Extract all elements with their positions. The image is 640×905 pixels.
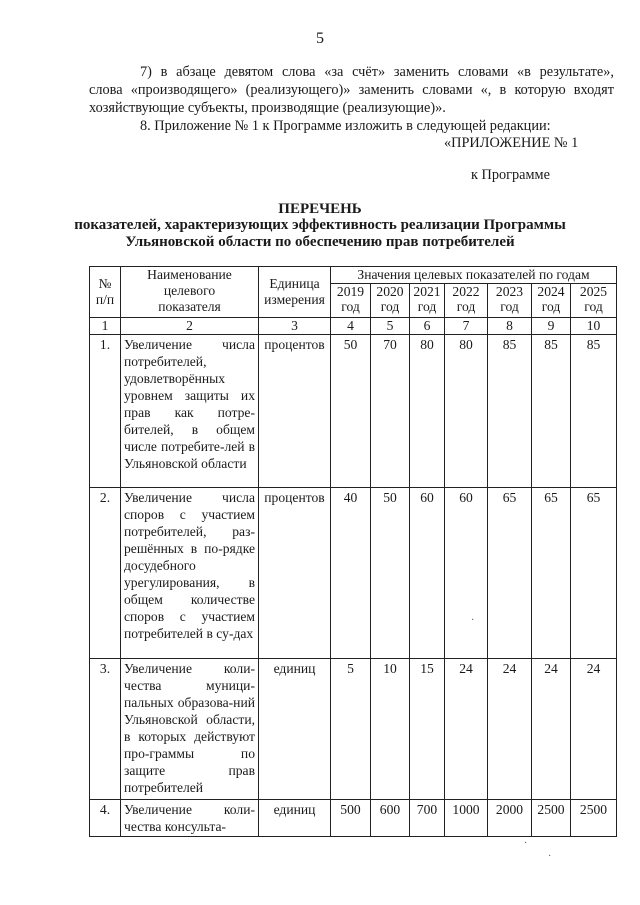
value-cell: 10 <box>371 659 410 800</box>
value-cell: 2500 <box>532 800 571 837</box>
value-cell: 24 <box>445 659 488 800</box>
unit-cell: единиц <box>259 659 331 800</box>
header-name: Наименование целевого показателя <box>121 267 259 318</box>
column-number: 6 <box>410 318 445 335</box>
scan-speck: · <box>548 851 552 862</box>
column-number: 5 <box>371 318 410 335</box>
table-row <box>90 488 617 659</box>
header-year-2019: 2019 год <box>331 284 371 318</box>
row-number: 4. <box>90 800 121 837</box>
scan-speck: · <box>524 838 528 849</box>
paragraph-7-line-2: слова «производящего» (реализующего)» заменить словами «, в которую входят <box>89 82 614 98</box>
paragraph-7-line-3: хозяйствующие субъекты, производящие (реализующие)». <box>89 100 446 116</box>
value-cell: 60 <box>445 488 488 659</box>
indicator-name: Увеличение коли-чества муници-пальных образова-ний Ульяновской области, в которых действуют про-граммы по защите прав потребителей <box>121 659 259 800</box>
unit-cell: процентов <box>259 488 331 659</box>
page-number: 5 <box>316 30 324 47</box>
value-cell: 85 <box>532 335 571 488</box>
paragraph-8: 8. Приложение № 1 к Программе изложить в следующей редакции: <box>140 118 551 134</box>
value-cell: 1000 <box>445 800 488 837</box>
value-cell: 65 <box>488 488 532 659</box>
value-cell: 2000 <box>488 800 532 837</box>
column-number: 7 <box>445 318 488 335</box>
value-cell: 5 <box>331 659 371 800</box>
appendix-label: «ПРИЛОЖЕНИЕ № 1 <box>444 135 579 151</box>
indicators-table <box>89 266 617 837</box>
header-year-2024: 2024 год <box>532 284 571 318</box>
column-number: 3 <box>259 318 331 335</box>
document-subtitle-line-2: Ульяновской области по обеспечению прав потребителей <box>125 234 515 250</box>
header-year-2025: 2025 год <box>571 284 617 318</box>
column-number: 8 <box>488 318 532 335</box>
header-values-group: Значения целевых показателей по годам <box>331 267 617 284</box>
table-row <box>90 335 617 488</box>
indicator-name: Увеличение числа споров с участием потребителей, раз-решённых в по-рядке досудебного урегулирования, в общем количестве споров с участием потребителей в су-дах <box>121 488 259 659</box>
table-row <box>90 659 617 800</box>
header-year-2021: 2021 год <box>410 284 445 318</box>
header-year-2023: 2023 год <box>488 284 532 318</box>
value-cell: 24 <box>571 659 617 800</box>
column-number: 2 <box>121 318 259 335</box>
column-number: 10 <box>571 318 617 335</box>
column-number: 9 <box>532 318 571 335</box>
value-cell: 15 <box>410 659 445 800</box>
value-cell: 50 <box>331 335 371 488</box>
document-title: ПЕРЕЧЕНЬ <box>278 201 362 217</box>
value-cell: 50 <box>371 488 410 659</box>
row-number: 1. <box>90 335 121 488</box>
value-cell: 85 <box>488 335 532 488</box>
column-number: 1 <box>90 318 121 335</box>
value-cell: 24 <box>532 659 571 800</box>
scan-speck: · <box>471 615 475 626</box>
value-cell: 2500 <box>571 800 617 837</box>
column-number: 4 <box>331 318 371 335</box>
table-row <box>90 800 617 837</box>
value-cell: 500 <box>331 800 371 837</box>
value-cell: 70 <box>371 335 410 488</box>
header-unit: Единица измерения <box>259 267 331 318</box>
value-cell: 65 <box>571 488 617 659</box>
row-number: 2. <box>90 488 121 659</box>
unit-cell: единиц <box>259 800 331 837</box>
unit-cell: процентов <box>259 335 331 488</box>
header-year-2020: 2020 год <box>371 284 410 318</box>
indicator-name: Увеличение коли-чества консульта- <box>121 800 259 837</box>
value-cell: 80 <box>410 335 445 488</box>
paragraph-7-line-1: 7) в абзаце девятом слова «за счёт» заменить словами «в результате», <box>140 64 614 80</box>
value-cell: 60 <box>410 488 445 659</box>
value-cell: 80 <box>445 335 488 488</box>
value-cell: 600 <box>371 800 410 837</box>
value-cell: 65 <box>532 488 571 659</box>
value-cell: 24 <box>488 659 532 800</box>
header-year-2022: 2022 год <box>445 284 488 318</box>
document-subtitle-line-1: показателей, характеризующих эффективность реализации Программы <box>74 217 566 233</box>
value-cell: 85 <box>571 335 617 488</box>
to-program-label: к Программе <box>471 167 550 183</box>
indicator-name: Увеличение числа потребителей, удовлетворённых уровнем защиты их прав как потре-бителей, в общем числе потребите-лей в Ульяновской области <box>121 335 259 488</box>
value-cell: 700 <box>410 800 445 837</box>
header-num: № п/п <box>90 267 121 318</box>
value-cell: 40 <box>331 488 371 659</box>
row-number: 3. <box>90 659 121 800</box>
